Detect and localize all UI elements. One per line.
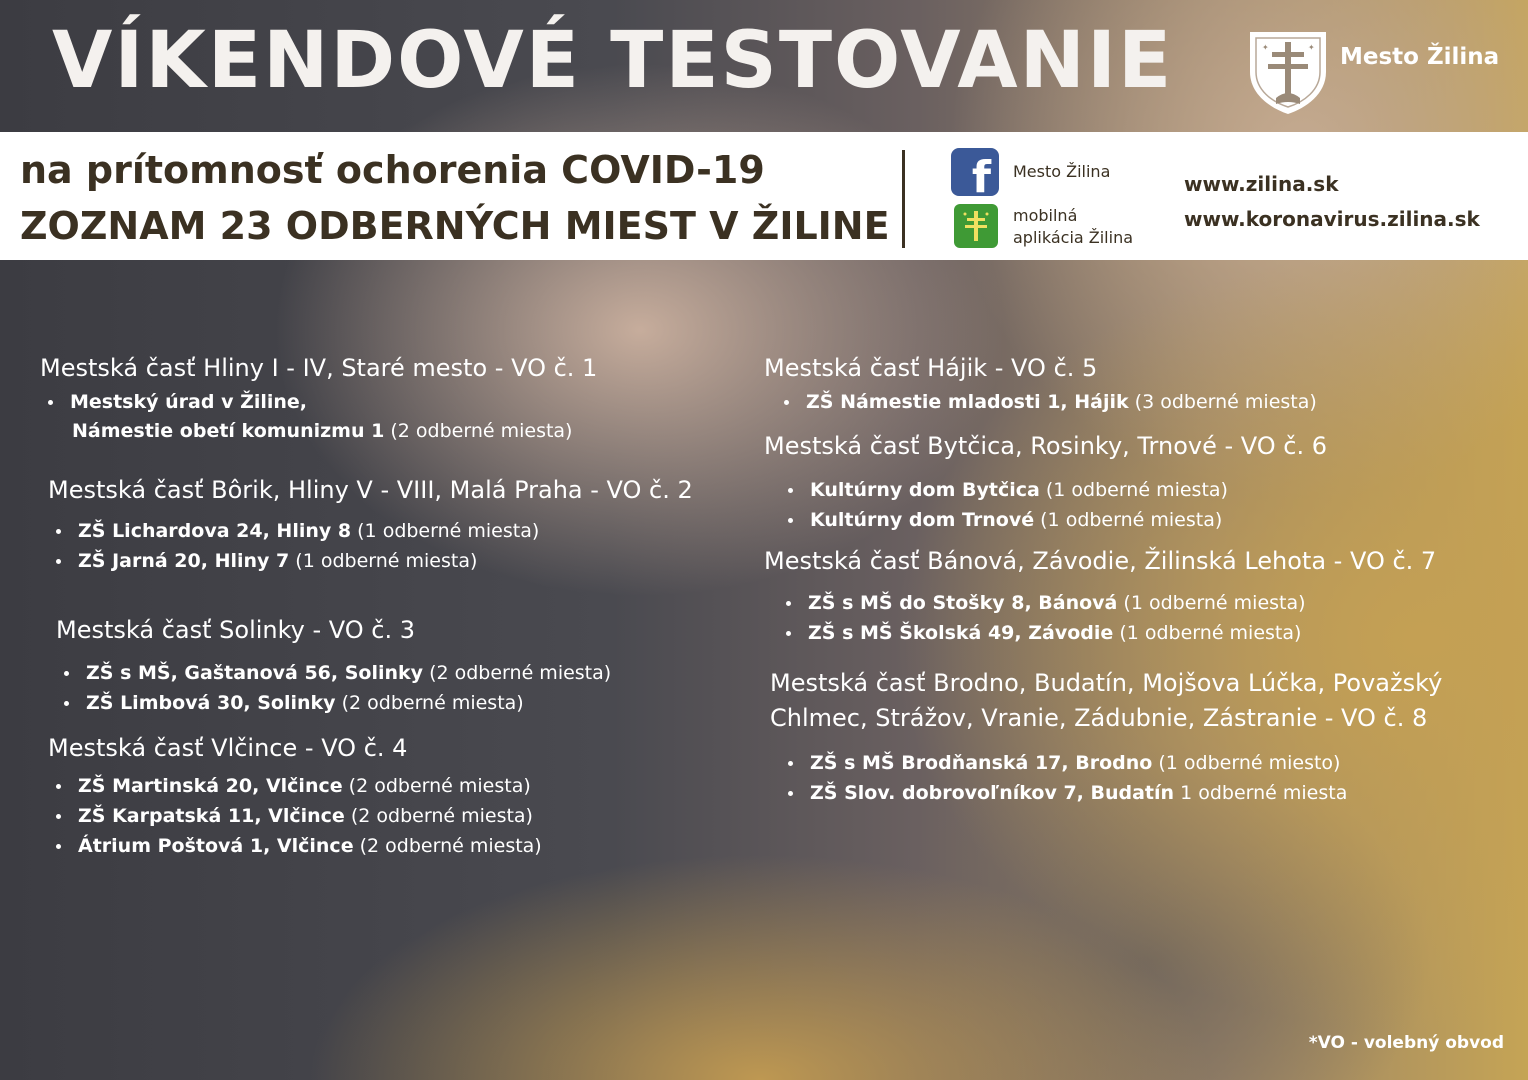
location-list	[56, 658, 611, 718]
list-item: ZŠ s MŠ Brodňanská 17, Brodno (1 odberné miesto)	[780, 748, 1347, 778]
list-item: ZŠ s MŠ do Stošky 8, Bánová (1 odberné miesta)	[778, 588, 1306, 618]
divider	[902, 150, 905, 248]
coat-of-arms-logo	[1246, 28, 1330, 116]
facebook-label[interactable]: Mesto Žilina	[1013, 162, 1111, 181]
list-item: Kultúrny dom Bytčica (1 odberné miesta)	[780, 475, 1228, 505]
location-list	[40, 387, 307, 417]
logo-text: Mesto Žilina	[1340, 44, 1500, 70]
facebook-icon[interactable]: f	[951, 148, 999, 196]
location-list	[778, 588, 1306, 648]
location-list	[780, 748, 1347, 808]
svg-text:✦: ✦	[1262, 43, 1269, 52]
list-item: Kultúrny dom Trnové (1 odberné miesta)	[780, 505, 1228, 535]
district-title: Mestská časť Vlčince - VO č. 4	[48, 734, 408, 762]
location-list	[780, 475, 1228, 535]
app-label-line1[interactable]: mobilná	[1013, 206, 1078, 225]
list-item-continuation: Námestie obetí komunizmu 1 (2 odberné miesta)	[72, 420, 573, 442]
url-koronavirus[interactable]: www.koronavirus.zilina.sk	[1184, 207, 1480, 231]
app-label-line2[interactable]: aplikácia Žilina	[1013, 228, 1134, 247]
list-item: Átrium Poštová 1, Vlčince (2 odberné miesta)	[48, 831, 542, 861]
district-title: Mestská časť Hájik - VO č. 5	[764, 354, 1098, 382]
subtitle-covid: na prítomnosť ochorenia COVID-19	[20, 148, 765, 192]
location-list	[776, 387, 1317, 417]
svg-text:✦: ✦	[1308, 43, 1315, 52]
list-item: ZŠ Karpatská 11, Vlčince (2 odberné miesta)	[48, 801, 542, 831]
location-list	[48, 516, 539, 576]
district-title: Mestská časť Bôrik, Hliny V - VIII, Malá Praha - VO č. 2	[48, 476, 693, 504]
main-title: VÍKENDOVÉ TESTOVANIE	[52, 16, 1174, 106]
district-title: Mestská časť Brodno, Budatín, Mojšova Lúčka, Považský Chlmec, Strážov, Vranie, Zádubnie, Zástranie - VO č. 8	[770, 669, 1443, 732]
url-zilina[interactable]: www.zilina.sk	[1184, 172, 1339, 196]
list-item: ZŠ Lichardova 24, Hliny 8 (1 odberné miesta)	[48, 516, 539, 546]
title-band	[0, 0, 1528, 132]
list-item: Mestský úrad v Žiline,	[40, 387, 307, 417]
district-title: Mestská časť Solinky - VO č. 3	[56, 616, 416, 644]
district-title: Mestská časť Hliny I - IV, Staré mesto - VO č. 1	[40, 354, 598, 382]
mobile-app-icon[interactable]	[954, 204, 998, 248]
list-item: ZŠ Limbová 30, Solinky (2 odberné miesta)	[56, 688, 611, 718]
list-item: ZŠ Slov. dobrovoľníkov 7, Budatín 1 odberné miesta	[780, 778, 1347, 808]
shield-cross-icon	[1246, 28, 1330, 116]
list-item: ZŠ Námestie mladosti 1, Hájik (3 odberné miesta)	[776, 387, 1317, 417]
location-list	[48, 771, 542, 861]
list-item: ZŠ Jarná 20, Hliny 7 (1 odberné miesta)	[48, 546, 539, 576]
district-title: Mestská časť Bytčica, Rosinky, Trnové - VO č. 6	[764, 432, 1328, 460]
list-item: ZŠ s MŠ, Gaštanová 56, Solinky (2 odberné miesta)	[56, 658, 611, 688]
district-title: Mestská časť Bánová, Závodie, Žilinská Lehota - VO č. 7	[764, 547, 1437, 575]
footnote: *VO - volebný obvod	[1308, 1033, 1504, 1053]
list-item: ZŠ s MŠ Školská 49, Závodie (1 odberné miesta)	[778, 618, 1306, 648]
subtitle-list: ZOZNAM 23 ODBERNÝCH MIEST V ŽILINE	[20, 204, 890, 248]
list-item: ZŠ Martinská 20, Vlčince (2 odberné miesta)	[48, 771, 542, 801]
